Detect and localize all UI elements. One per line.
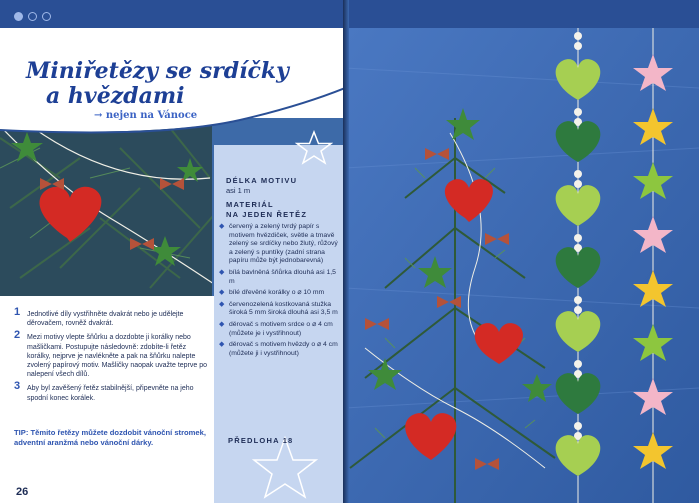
top-band-right <box>345 0 699 28</box>
page-subtitle: → nejen na Vánoce <box>94 110 198 121</box>
step-item <box>14 306 210 328</box>
page-title-line2: a hvězdami <box>46 83 185 109</box>
page-dot-icon <box>42 12 51 21</box>
instruction-steps <box>14 306 210 408</box>
tip-text: TIP: Těmito řetězy můžete dozdobit vánoční stromek, adventní aranžmá nebo vánoční dárky. <box>14 428 206 447</box>
materials-list <box>219 223 339 361</box>
step-number: 1 <box>14 306 21 318</box>
length-label: DÉLKA MOTIVU <box>226 176 298 185</box>
tree-photo-left <box>0 118 220 296</box>
list-item: ◆ bílé dřevěné korálky o ⌀ 10 mm <box>219 289 339 298</box>
step-number: 3 <box>14 380 21 393</box>
list-item: ◆ červený a zelený tvrdý papír s motivem hvězdiček, světle a tmavě zelený se srdíčky nebo žlutý, růžový a zelený s puntíky (zadní strana papíru může být jednobarevná) <box>219 223 339 266</box>
list-item: ◆ děrovač s motivem hvězdy o ⌀ 4 cm (můžete ji i vystřihnout) <box>219 341 339 358</box>
book-gutter <box>343 0 349 503</box>
step-text: Aby byl zavěšený řetěz stabilnější, připevněte na jeho spodní konec korálek. <box>27 385 194 402</box>
page-dot-icon <box>14 12 23 21</box>
step-item <box>14 380 210 402</box>
page-number: 26 <box>16 486 29 498</box>
list-item: ◆ děrovač s motivem srdce o ⌀ 4 cm (můžete je i vystřihnout) <box>219 321 339 338</box>
material-label: MATERIÁL <box>226 200 274 209</box>
step-text: Jednotlivé díly vystřihněte dvakrát nebo je udělejte děrovačem, rovněž dvakrát. <box>27 311 184 328</box>
page-dot-icon <box>28 12 37 21</box>
top-band-left <box>0 0 345 28</box>
list-item: ◆ bílá bavlněná šňůrka dlouhá asi 1,5 m <box>219 269 339 286</box>
garland-photo <box>345 28 699 503</box>
page-title-line1: Miniřetězy se srdíčky <box>26 58 289 84</box>
step-text: Mezi motivy vlepte šňůrku a dozdobte ji korálky nebo mašličkami. Postupujte následovně: zdobíte-li řetěz korálky, nejprve je navlékněte a pak na šňůrku nalepte zvolený papírový motiv. Mašličky naopak uvažte teprve po nalepení všech dílů. <box>27 334 208 379</box>
length-value: asi 1 m <box>226 186 251 195</box>
material-label-2: NA JEDEN ŘETĚZ <box>226 210 308 219</box>
star-outline-icon <box>295 130 333 166</box>
step-item <box>14 329 210 379</box>
list-item: ◆ červenozelená kostkovaná stužka široká 5 mm široká dlouhá asi 3,5 m <box>219 301 339 318</box>
pattern-label: PŘEDLOHA 18 <box>228 436 294 445</box>
step-number: 2 <box>14 329 21 342</box>
